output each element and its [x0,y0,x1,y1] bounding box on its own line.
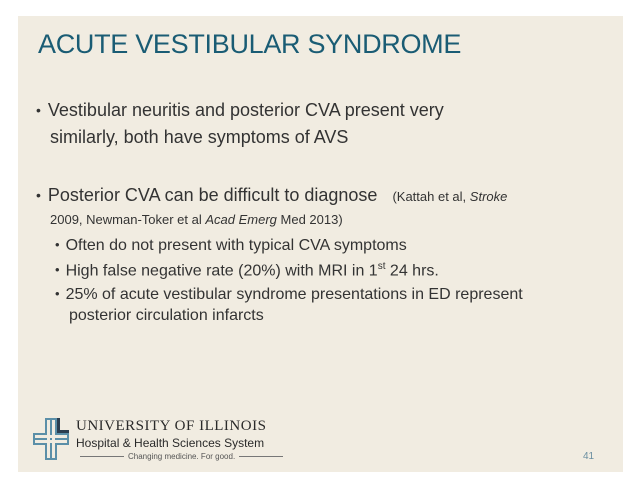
bullet-1 [36,100,444,121]
sub-bullet-3-line-2: posterior circulation infarcts [69,307,264,324]
bullet-1-line-2: similarly, both have symptoms of AVS [50,127,349,147]
hospital-name: Hospital & Health Sciences System [76,436,265,450]
bullet-2-line-1: Posterior CVA can be difficult to diagnose [47,185,378,205]
bullet-dot: • [36,187,41,203]
sub-bullet-1: • Often do not present with typical CVA symptoms [55,237,407,254]
page-number: 41 [583,451,595,462]
university-logo-mark [33,418,69,460]
sub-bullet-3: • 25% of acute vestibular syndrome presentations in ED represent [55,286,523,303]
citation-line-2: 2009, Newman-Toker et al Acad Emerg Med 2013) [50,212,343,227]
sub-bullet-2: • High false negative rate (20%) with MRI in 1st 24 hrs. [55,261,439,280]
university-name: UNIVERSITY OF ILLINOIS [76,418,267,434]
slide-title: ACUTE VESTIBULAR SYNDROME [38,29,462,59]
citation-journal: Stroke [469,189,508,204]
citation-part-1: (Kattah et al, [392,189,470,204]
bullet-dot: • [36,102,41,118]
tagline: Changing medicine. For good. [76,452,287,461]
footer-logo [28,412,598,464]
bullet-1-line-1: Vestibular neuritis and posterior CVA present very [47,100,444,120]
bullet-2 [36,185,507,206]
